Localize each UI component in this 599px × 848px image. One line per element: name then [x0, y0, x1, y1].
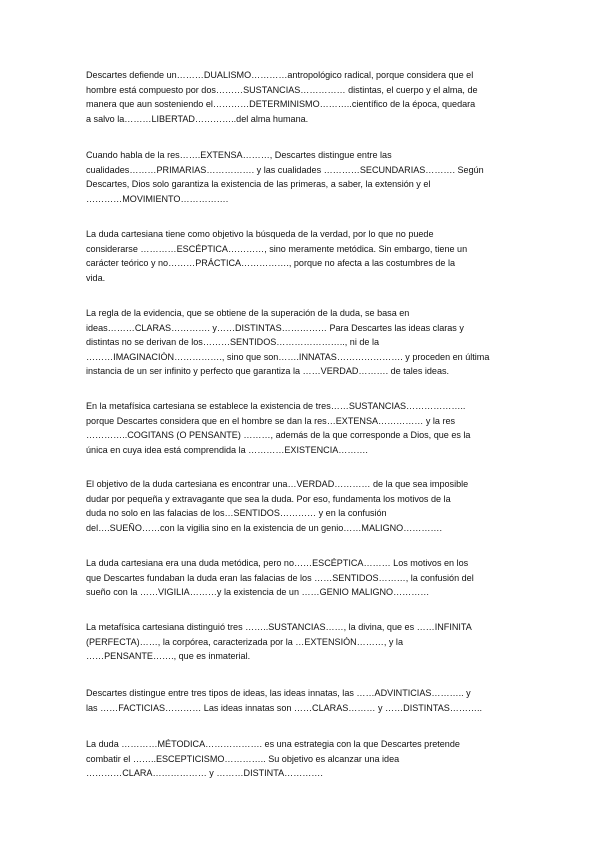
text-line: única en cuya idea está comprendida la …………EXISTENCIA………. [86, 444, 368, 455]
paragraph-tipos-ideas [86, 686, 516, 715]
text-line: La metafísica cartesiana distinguió tres ……..SUSTANCIAS……, la divina, que es ……INFINITA [86, 622, 472, 632]
text-line: ………IMAGINACIÓN……………., sino que son…….INNATAS…………………. y proceden en última [86, 351, 490, 362]
text-line: …………..COGITANS (O PENSANTE) ………, además de la que corresponde a Dios, que es la [86, 430, 471, 440]
text-line: (PERFECTA)……, la corpórea, caracterizada por la …EXTENSIÓN………, y la [86, 636, 403, 647]
text-line: combatir el ……..ESCEPTICISMO………….. Su objetivo es alcanzar una idea [86, 753, 400, 764]
text-line: La duda cartesiana tiene como objetivo la búsqueda de la verdad, por lo que no puede [86, 229, 434, 239]
text-line: carácter teórico y no………PRÁCTICA……………., porque no afecta a las costumbres de la [86, 258, 456, 268]
text-line: Descartes, Dios solo garantiza la existencia de las primeras, a saber, la extensión y el [86, 179, 431, 189]
text-line: que Descartes fundaban la duda eran las falacias de los ……SENTIDOS………, la confusión del [86, 572, 474, 583]
text-line: En la metafísica cartesiana se establece la existencia de tres……SUSTANCIAS……………….. [86, 401, 466, 411]
text-line: del….SUEÑO……con la vigilia sino en la existencia de un genio……MALIGNO…………. [86, 522, 442, 533]
text-line: La duda cartesiana era una duda metódica, pero no……ESCÉPTICA……… Los motivos en los [86, 558, 469, 568]
text-line: vida. [86, 272, 106, 283]
paragraph-tres-sustancias [86, 620, 516, 664]
paragraph-regla-evidencia [86, 306, 516, 379]
text-line: …………MOVIMIENTO……………. [86, 193, 229, 204]
paragraph-objetivo-duda [86, 477, 516, 535]
text-line: La regla de la evidencia, que se obtiene de la superación de la duda, se basa en [86, 308, 410, 318]
text-line: Descartes defiende un………DUALISMO…………antropológico radical, porque considera que el [86, 70, 474, 80]
text-line: duda no solo en las falacias de los…SENTIDOS………… y en la confusión [86, 508, 387, 518]
text-line: distintas no se derivan de los………SENTIDOS………………….., ni de la [86, 337, 380, 347]
text-line: La duda …………MÉTODICA………………. es una estrategia con la que Descartes pretende [86, 739, 460, 749]
paragraph-duda-objetivo [86, 227, 516, 285]
text-line: dudar por pequeña y extravagante que sea la duda. Por eso, fundamenta los motivos de la [86, 493, 451, 504]
text-line: las ……FACTICIAS………… Las ideas innatas son ……CLARAS……… y ……DISTINTAS……….. [86, 702, 483, 713]
paragraph-metafisica-sustancias [86, 399, 516, 457]
text-line: porque Descartes considera que en el hombre se dan la res…EXTENSA…………… y la res [86, 415, 456, 426]
text-line: Descartes distingue entre tres tipos de ideas, las ideas innatas, las ……ADVINTICIAS……….. y [86, 688, 471, 698]
text-line: sueño con la ……VIGILIA………y la existencia de un ……GENIO MALIGNO………… [86, 587, 430, 597]
text-line: manera que aun sosteniendo el…………DETERMINISMO………..científico de la época, quedara [86, 99, 476, 109]
text-line: ……PENSANTE……., que es inmaterial. [86, 651, 251, 661]
text-line: ideas………CLARAS…………. y……DISTINTAS…………… Para Descartes las ideas claras y [86, 322, 464, 333]
text-line: …………CLARA……………… y ………DISTINTA…………. [86, 768, 323, 778]
text-line: hombre está compuesto por dos………SUSTANCIAS…………… distintas, el cuerpo y el alma, de [86, 84, 478, 95]
paragraph-duda-metodica [86, 556, 516, 600]
text-line: El objetivo de la duda cartesiana es encontrar una…VERDAD………… de la que sea imposible [86, 479, 469, 489]
text-line: instancia de un ser infinito y perfecto que garantiza la ……VERDAD………. de tales ideas. [86, 366, 450, 376]
paragraph-res-extensa [86, 148, 516, 206]
text-line: cualidades………PRIMARIAS……………. y las cualidades …………SECUNDARIAS………. Según [86, 164, 484, 175]
text-line: considerarse …………ESCÉPTICA…………, sino meramente metódica. Sin embargo, tiene un [86, 243, 468, 254]
text-line: a salvo la………LIBERTAD…………..del alma humana. [86, 113, 309, 124]
text-line: Cuando habla de la res…….EXTENSA………, Descartes distingue entre las [86, 150, 392, 160]
paragraph-dualismo [86, 68, 516, 126]
paragraph-duda-estrategia [86, 737, 516, 781]
